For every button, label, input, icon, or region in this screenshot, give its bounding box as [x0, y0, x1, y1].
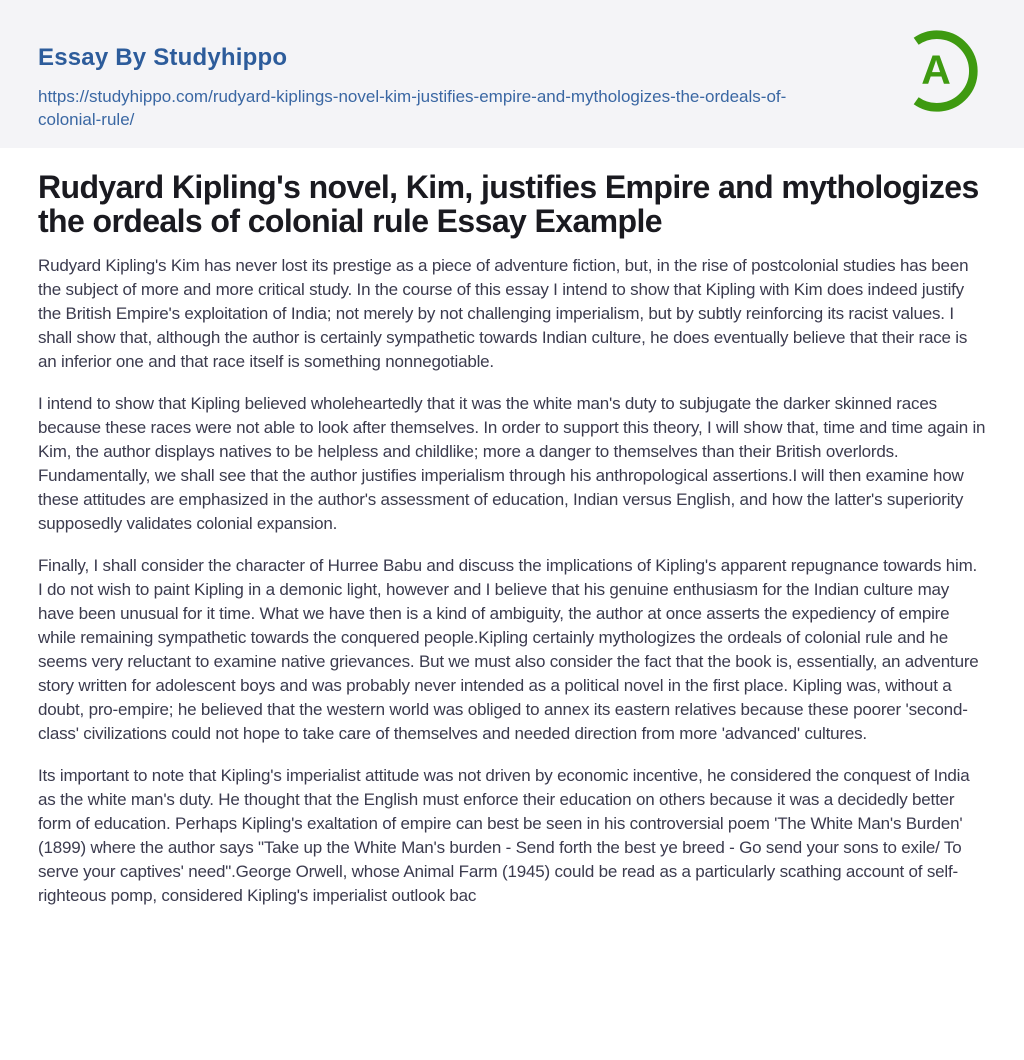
logo-letter: A [921, 46, 951, 93]
brand-logo [894, 28, 980, 114]
source-url-link[interactable]: https://studyhippo.com/rudyard-kiplings-novel-kim-justifies-empire-and-mythologizes-the-ordeals-of-colonial-rule/ [38, 87, 787, 129]
essay-paragraph: I intend to show that Kipling believed wholeheartedly that it was the white man's duty to subjugate the darker skinned races because these races were not able to look after themselves. In order to support this theory, I will show that, time and time again in Kim, the author displays natives to be helpless and childlike; more a danger to themselves than their British overlords. Fundamentally, we shall see that the author justifies imperialism through his anthropological assertions.I will then examine how these attitudes are emphasized in the author's assessment of education, Indian versus English, and how the latter's superiority supposedly validates colonial expansion. [38, 394, 986, 533]
essay-title: Rudyard Kipling's novel, Kim, justifies Empire and mythologizes the ordeals of colonial rule Essay Example [38, 169, 979, 239]
essay-paragraph: Its important to note that Kipling's imperialist attitude was not driven by economic incentive, he considered the conquest of India as the white man's duty. He thought that the English must enforce their education on others because it was a decidedly better form of education. Perhaps Kipling's exaltation of empire can best be seen in his controversial poem 'The White Man's Burden' (1899) where the author says "Take up the White Man's burden - Send forth the best ye breed - Go send your sons to exile/ To serve your captives' need".George Orwell, whose Animal Farm (1945) could be read as a particularly scathing account of self-righteous pomp, considered Kipling's imperialist outlook bac [38, 766, 970, 905]
essay-content [0, 170, 1024, 908]
brand-title: Essay By Studyhippo [38, 44, 288, 71]
essay-paragraph: Finally, I shall consider the character of Hurree Babu and discuss the implications of Kipling's apparent repugnance towards him. I do not wish to paint Kipling in a demonic light, however and I believe that his genuine enthusiasm for the Indian culture may have been unusual for it time. What we have then is a kind of ambiguity, the author at once asserts the expediency of empire while remaining sympathetic towards the conquered people.Kipling certainly mythologizes the ordeals of colonial rule and he seems very reluctant to examine native grievances. But we must also consider the fact that the book is, essentially, an adventure story written for adolescent boys and was probably never intended as a political novel in the first place. Kipling was, without a doubt, pro-empire; he believed that the western world was obliged to annex its eastern relatives because these poorer 'second-class' civilizations could not hope to take care of themselves and needed direction from more 'advanced' cultures. [38, 556, 979, 743]
essay-paragraph: Rudyard Kipling's Kim has never lost its prestige as a piece of adventure fiction, but, in the rise of postcolonial studies has been the subject of more and more critical study. In the course of this essay I intend to show that Kipling with Kim does indeed justify the British Empire's exploitation of India; not merely by not challenging imperialism, but by subtly reinforcing its racist values. I shall show that, although the author is certainly sympathetic towards Indian culture, he does eventually believe that their race is an inferior one and that race itself is something nonnegotiable. [38, 256, 969, 371]
page-header [0, 0, 1024, 148]
